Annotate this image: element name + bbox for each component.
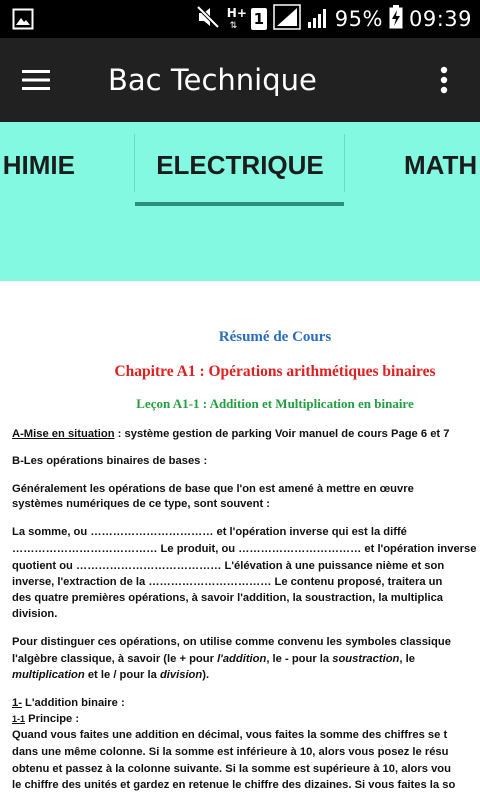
- battery-charging-icon: [389, 5, 403, 33]
- doc-title: Résumé de Cours: [218, 329, 332, 345]
- hamburger-menu-icon: [22, 69, 50, 91]
- paragraph-line: ………………………………… Le produit, ou …………………………… et l'opération inverse: [12, 543, 477, 555]
- overflow-menu-button[interactable]: [420, 56, 468, 104]
- mute-icon: [195, 4, 221, 34]
- battery-percent: 95%: [334, 7, 383, 31]
- doc-chapter: Chapitre A1 : Opérations arithmétiques binaires: [114, 363, 436, 380]
- tab-electrique[interactable]: ELECTRIQUE: [156, 150, 324, 180]
- tab-divider: [344, 134, 345, 192]
- paragraph-line: le chiffre des unités et gardez en retenue le chiffre des dizaines. Si vous faites la so: [12, 779, 456, 791]
- paragraph-line: des quatre premières opérations, à savoir l'addition, la soustraction, la multiplica: [12, 592, 444, 604]
- doc-lesson: Leçon A1-1 : Addition et Multiplication en binaire: [136, 396, 414, 411]
- more-vertical-icon: [440, 66, 448, 94]
- section-1-1-heading: 1-1 Principe :: [12, 713, 80, 725]
- network-h-plus-icon: H+ ⇅: [226, 6, 247, 31]
- tab-chimie[interactable]: HIMIE: [2, 150, 75, 180]
- paragraph-line: Quand vous faites une addition en décimal, vous faites la somme des chiffres se t: [12, 729, 448, 741]
- paragraph-line: La somme, ou …………………………… et l'opération inverse qui est la diffé: [12, 526, 407, 538]
- signal-icon: [273, 4, 301, 34]
- paragraph-line: division.: [12, 608, 58, 620]
- paragraph-line: quotient ou ………………………………… L'élévation à une puissance nième et son: [12, 560, 445, 572]
- app-bar: [0, 38, 480, 122]
- tab-selected-indicator: [135, 202, 344, 206]
- paragraph-line: l'algèbre classique, à savoir (le + pour l'addition, le - pour la soustraction, le: [12, 653, 415, 665]
- paragraph-line: obtenu et passez à la colonne suivante. Si la somme est supérieure à 10, alors vou: [12, 763, 451, 775]
- paragraph-line: inverse, l'extraction de la …………………………… Le contenu proposé, traitera un: [12, 576, 443, 588]
- tab-math[interactable]: MATH: [404, 150, 478, 180]
- paragraph-line: systèmes numériques de ce type, sont souvent :: [12, 498, 271, 510]
- section-b-heading: B-Les opérations binaires de bases :: [12, 455, 208, 467]
- mise-en-situation: A-Mise en situation : système gestion de parking Voir manuel de cours Page 6 et 7: [12, 428, 450, 440]
- tab-bar: [0, 122, 480, 281]
- clock: 09:39: [408, 7, 472, 31]
- sim-1-icon: 1: [251, 8, 267, 30]
- status-bar: [0, 0, 480, 38]
- paragraph-line: dans une même colonne. Si la somme est inférieure à 10, alors vous posez le résu: [12, 746, 449, 758]
- menu-button[interactable]: [12, 56, 60, 104]
- app-title: Bac Technique: [108, 63, 317, 97]
- document-view[interactable]: [0, 281, 480, 800]
- paragraph-line: Pour distinguer ces opérations, on utilise comme convenu les symboles classique: [12, 636, 451, 648]
- paragraph-line: multiplication et le / pour la division).: [12, 669, 210, 681]
- signal-2-icon: [307, 5, 329, 33]
- section-1-heading: 1- L'addition binaire :: [12, 697, 125, 709]
- paragraph-line: Généralement les opérations de base que l'on est amené à mettre en œuvre: [12, 483, 414, 495]
- gallery-icon: [12, 8, 34, 34]
